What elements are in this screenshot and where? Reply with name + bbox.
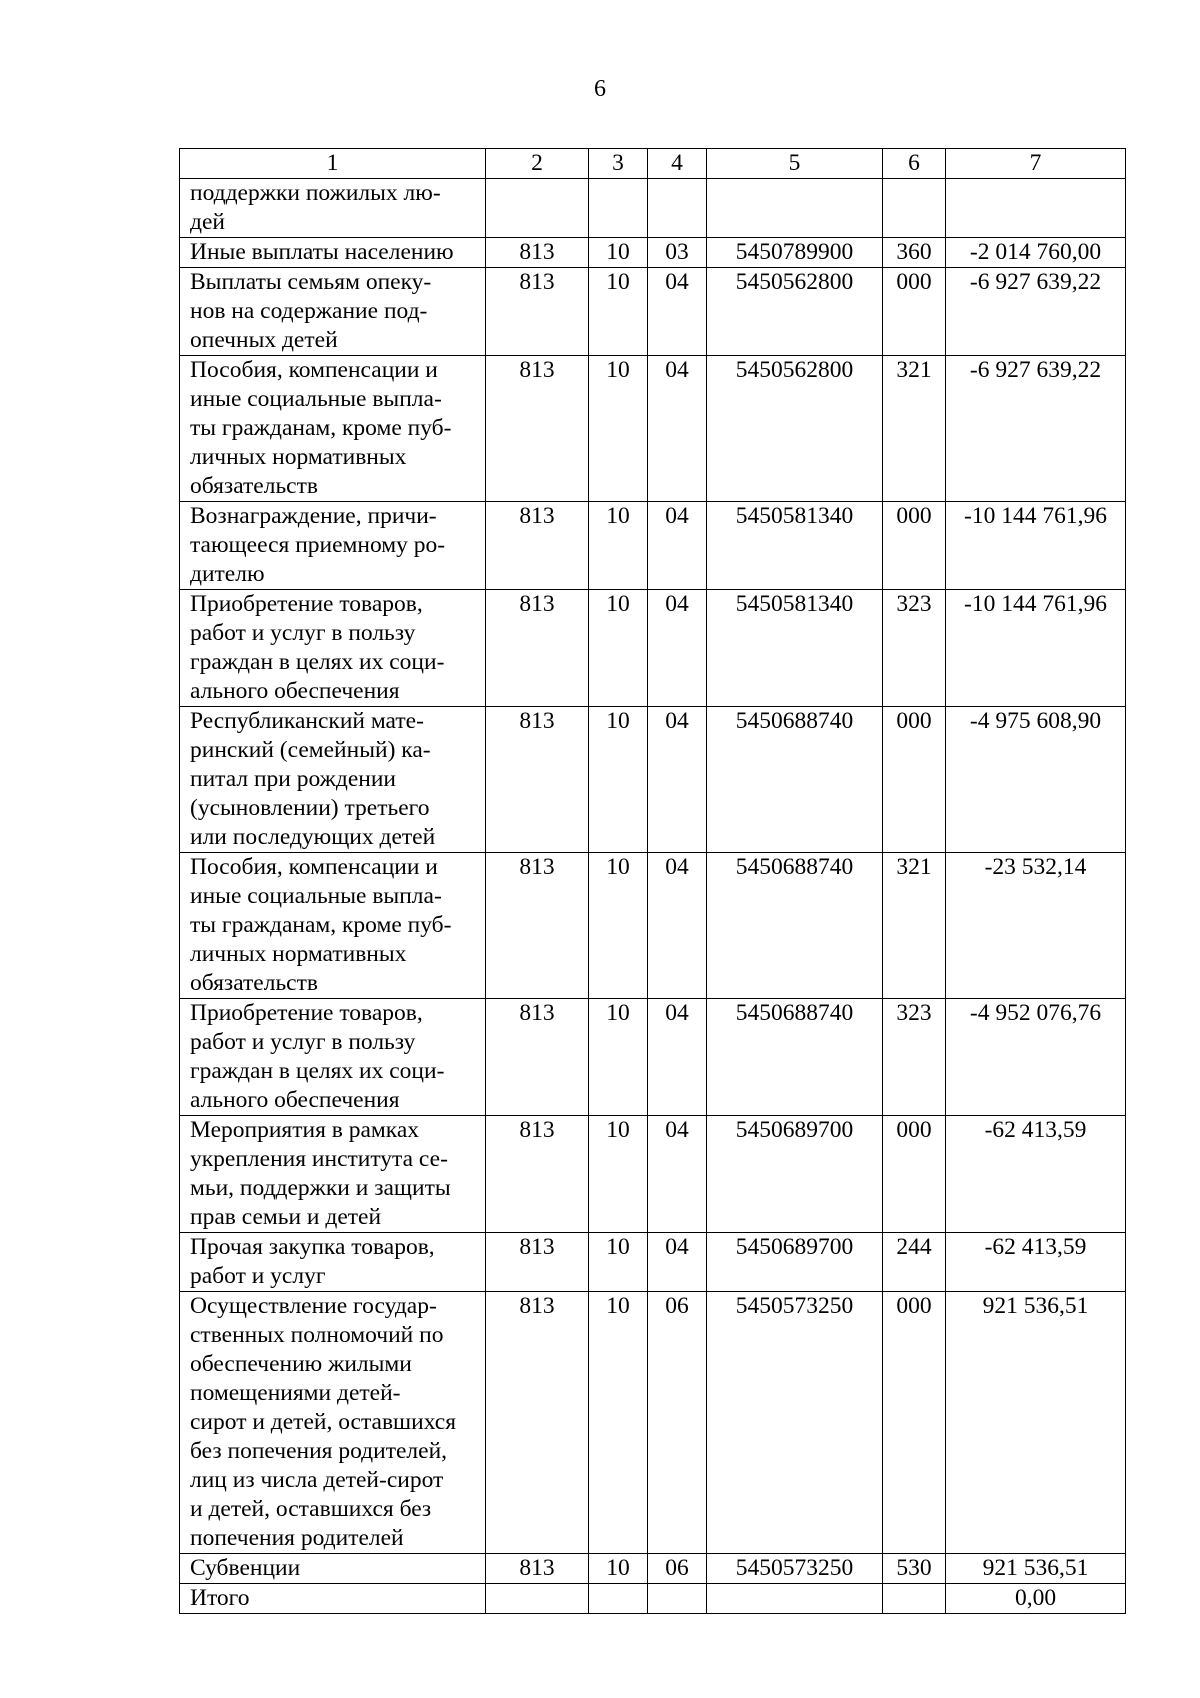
cell-col-2 — [486, 1584, 589, 1614]
cell-col-3: 10 — [589, 999, 648, 1116]
table-row — [180, 238, 1126, 268]
cell-col-6: 323 — [883, 590, 946, 707]
cell-col-5: 5450573250 — [707, 1554, 883, 1584]
cell-col-2: 813 — [486, 1116, 589, 1233]
cell-col-6 — [883, 1584, 946, 1614]
table-header-row — [180, 149, 1126, 179]
cell-col-5 — [707, 1584, 883, 1614]
cell-col-6: 360 — [883, 238, 946, 268]
column-header: 7 — [946, 149, 1126, 179]
table-row — [180, 268, 1126, 356]
cell-col-2: 813 — [486, 853, 589, 999]
row-description: Приобретение товаров, работ и услуг в пользу граждан в целях их соци- ального обеспечения — [180, 590, 486, 707]
cell-col-5: 5450688740 — [707, 707, 883, 853]
cell-col-5: 5450688740 — [707, 853, 883, 999]
cell-amount: -4 952 076,76 — [946, 999, 1126, 1116]
cell-col-4: 04 — [648, 502, 707, 590]
cell-col-2: 813 — [486, 590, 589, 707]
cell-col-6: 000 — [883, 268, 946, 356]
row-description: Пособия, компенсации и иные социальные выпла- ты гражданам, кроме пуб- личных нормативных обязательств — [180, 356, 486, 502]
cell-col-3: 10 — [589, 1554, 648, 1584]
column-header: 4 — [648, 149, 707, 179]
table-row — [180, 179, 1126, 238]
column-header: 3 — [589, 149, 648, 179]
cell-amount: -23 532,14 — [946, 853, 1126, 999]
cell-col-2: 813 — [486, 999, 589, 1116]
table-row — [180, 853, 1126, 999]
cell-col-4: 04 — [648, 356, 707, 502]
row-description: Иные выплаты населению — [180, 238, 486, 268]
row-description: Осуществление государ- ственных полномочий по обеспечению жилыми помещениями детей- сирот и детей, оставшихся без попечения родителей, лиц из числа детей-сирот и детей, оставшихся без попечения родителей — [180, 1292, 486, 1554]
table-row — [180, 1292, 1126, 1554]
cell-col-5: 5450581340 — [707, 502, 883, 590]
row-description: Приобретение товаров, работ и услуг в пользу граждан в целях их соци- ального обеспечения — [180, 999, 486, 1116]
column-header: 1 — [180, 149, 486, 179]
cell-col-5 — [707, 179, 883, 238]
row-description: Вознаграждение, причи- тающееся приемному ро- дителю — [180, 502, 486, 590]
cell-col-5: 5450573250 — [707, 1292, 883, 1554]
column-header: 2 — [486, 149, 589, 179]
cell-col-2: 813 — [486, 356, 589, 502]
cell-col-2: 813 — [486, 1233, 589, 1292]
cell-col-2: 813 — [486, 1554, 589, 1584]
table-row — [180, 1554, 1126, 1584]
cell-col-4: 03 — [648, 238, 707, 268]
cell-amount: -6 927 639,22 — [946, 356, 1126, 502]
cell-col-5: 5450562800 — [707, 356, 883, 502]
row-description: Пособия, компенсации и иные социальные выпла- ты гражданам, кроме пуб- личных нормативных обязательств — [180, 853, 486, 999]
row-description: Мероприятия в рамках укрепления института се- мьи, поддержки и защиты прав семьи и детей — [180, 1116, 486, 1233]
cell-col-4: 04 — [648, 268, 707, 356]
cell-col-4: 04 — [648, 590, 707, 707]
row-description: Прочая закупка товаров, работ и услуг — [180, 1233, 486, 1292]
row-description: поддержки пожилых лю- дей — [180, 179, 486, 238]
column-header: 5 — [707, 149, 883, 179]
cell-col-6: 321 — [883, 356, 946, 502]
cell-col-3: 10 — [589, 590, 648, 707]
cell-col-6 — [883, 179, 946, 238]
cell-amount: 0,00 — [946, 1584, 1126, 1614]
cell-amount: -2 014 760,00 — [946, 238, 1126, 268]
cell-col-2: 813 — [486, 268, 589, 356]
cell-col-2: 813 — [486, 1292, 589, 1554]
cell-col-4: 06 — [648, 1554, 707, 1584]
cell-col-6: 000 — [883, 502, 946, 590]
table-row — [180, 1116, 1126, 1233]
cell-col-6: 244 — [883, 1233, 946, 1292]
cell-col-3: 10 — [589, 238, 648, 268]
table-row — [180, 999, 1126, 1116]
cell-col-3: 10 — [589, 1233, 648, 1292]
row-description: Выплаты семьям опеку- нов на содержание под- опечных детей — [180, 268, 486, 356]
row-description: Субвенции — [180, 1554, 486, 1584]
cell-col-3: 10 — [589, 707, 648, 853]
cell-col-4: 04 — [648, 1233, 707, 1292]
cell-col-3: 10 — [589, 356, 648, 502]
cell-amount: 921 536,51 — [946, 1554, 1126, 1584]
cell-col-4 — [648, 179, 707, 238]
cell-col-6: 000 — [883, 707, 946, 853]
cell-col-3: 10 — [589, 502, 648, 590]
cell-col-5: 5450789900 — [707, 238, 883, 268]
cell-col-5: 5450689700 — [707, 1116, 883, 1233]
total-row — [180, 1584, 1126, 1614]
cell-col-3 — [589, 1584, 648, 1614]
table-row — [180, 590, 1126, 707]
cell-col-4: 04 — [648, 853, 707, 999]
cell-col-6: 321 — [883, 853, 946, 999]
table-row — [180, 1233, 1126, 1292]
cell-amount — [946, 179, 1126, 238]
cell-col-3: 10 — [589, 853, 648, 999]
cell-amount: -10 144 761,96 — [946, 590, 1126, 707]
cell-col-4: 04 — [648, 999, 707, 1116]
cell-col-4 — [648, 1584, 707, 1614]
cell-col-3: 10 — [589, 268, 648, 356]
cell-col-2 — [486, 179, 589, 238]
cell-amount: 921 536,51 — [946, 1292, 1126, 1554]
cell-col-5: 5450562800 — [707, 268, 883, 356]
table-row — [180, 356, 1126, 502]
row-description: Итого — [180, 1584, 486, 1614]
cell-col-3: 10 — [589, 1292, 648, 1554]
cell-col-2: 813 — [486, 707, 589, 853]
cell-amount: -6 927 639,22 — [946, 268, 1126, 356]
cell-amount: -10 144 761,96 — [946, 502, 1126, 590]
row-description: Республиканский мате- ринский (семейный) ка- питал при рождении (усыновлении) третьего или последующих детей — [180, 707, 486, 853]
cell-col-6: 323 — [883, 999, 946, 1116]
cell-col-4: 06 — [648, 1292, 707, 1554]
cell-col-5: 5450581340 — [707, 590, 883, 707]
cell-col-5: 5450689700 — [707, 1233, 883, 1292]
cell-col-6: 000 — [883, 1116, 946, 1233]
table-row — [180, 707, 1126, 853]
cell-col-3 — [589, 179, 648, 238]
page-number: 6 — [594, 76, 606, 102]
cell-col-6: 000 — [883, 1292, 946, 1554]
column-header: 6 — [883, 149, 946, 179]
cell-amount: -62 413,59 — [946, 1116, 1126, 1233]
cell-col-3: 10 — [589, 1116, 648, 1233]
cell-col-4: 04 — [648, 707, 707, 853]
cell-col-6: 530 — [883, 1554, 946, 1584]
cell-col-4: 04 — [648, 1116, 707, 1233]
table-row — [180, 502, 1126, 590]
cell-col-5: 5450688740 — [707, 999, 883, 1116]
cell-col-2: 813 — [486, 502, 589, 590]
cell-amount: -4 975 608,90 — [946, 707, 1126, 853]
budget-table — [179, 148, 1126, 1614]
cell-col-2: 813 — [486, 238, 589, 268]
cell-amount: -62 413,59 — [946, 1233, 1126, 1292]
